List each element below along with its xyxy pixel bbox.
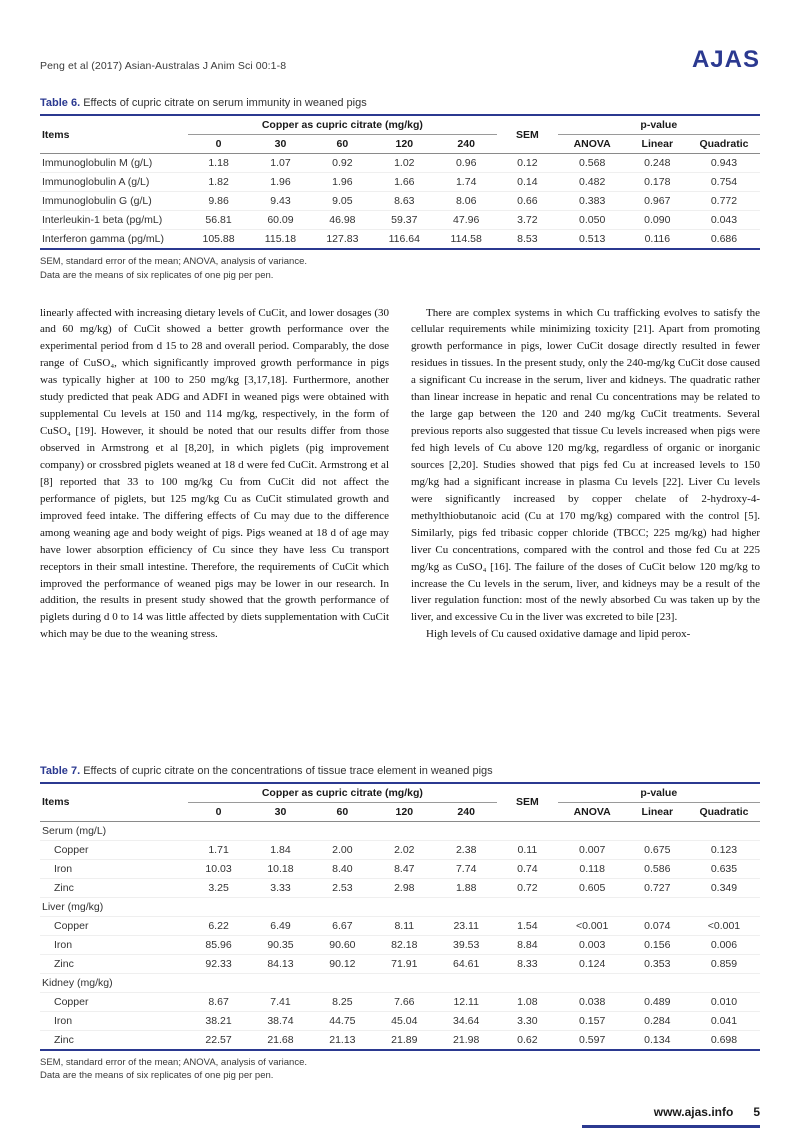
col-header-anova: ANOVA	[573, 138, 611, 150]
body-text	[40, 305, 760, 757]
col-header-dose-240: 240	[457, 138, 475, 150]
journal-page	[0, 48, 800, 1128]
table-row: Copper 1.71 1.84 2.00 2.02 2.38 0.11 0.007 0.675 0.123	[40, 840, 760, 859]
table7-label: Table 7.	[40, 764, 81, 777]
col-header-dose-60: 60	[336, 138, 349, 150]
table-row: Zinc 92.33 84.13 90.12 71.91 64.61 8.33 0.124 0.353 0.859	[40, 954, 760, 973]
table7-footnotes	[40, 1056, 760, 1084]
table-row: Immunoglobulin M (g/L) 1.18 1.07 0.92 1.02 0.96 0.12 0.568 0.248 0.943	[42, 157, 738, 169]
table-group-row: Kidney (mg/kg)	[40, 973, 760, 992]
col-header-dose-120: 120	[395, 138, 414, 150]
col-header-dose-30: 30	[274, 805, 287, 818]
table-group-row: Liver (mg/kg)	[40, 897, 760, 916]
col-header-items: Items	[42, 128, 70, 141]
col-header-items: Items	[42, 796, 70, 809]
ajas-logo: AJAS	[691, 46, 760, 73]
footnote-line: SEM, standard error of the mean; ANOVA, analysis of variance.	[40, 256, 308, 267]
table6-label: Table 6.	[40, 97, 81, 109]
col-header-copper-group: Copper as cupric citrate (mg/kg)	[188, 783, 498, 803]
table6-caption-text: Effects of cupric citrate on serum immunity in weaned pigs	[80, 97, 367, 109]
running-head-citation: Peng et al (2017) Asian-Australas J Anim Sci 00:1-8	[40, 60, 287, 72]
footnote-line: Data are the means of six replicates of one pig per pen.	[40, 269, 274, 281]
col-header-dose-240: 240	[457, 805, 475, 818]
journal-url[interactable]: www.ajas.info	[653, 1105, 734, 1120]
page-footer	[40, 1105, 760, 1119]
page-header	[40, 48, 760, 72]
body-column-left	[40, 305, 389, 757]
col-header-linear: Linear	[641, 805, 674, 818]
col-header-dose-0: 0	[215, 138, 222, 150]
body-paragraph: There are complex systems in which Cu trafficking evolves to satisfy the cellular requirements while minimizing toxicity [21]. Apart from promoting growth performance in pigs, lower CuCit dosage directly resulted in fewer residues in tissues. In the present study, only the 240-mg/kg CuCit dose caused a significant Cu increase in the serum, liver and kidneys. The quadratic rather than linear increase in hepatic and renal Cu concentrations may be related to the large gap between the 120 and 240 mg/kg CuCit treatments. Several previous reports also suggested that tissue Cu levels increased when pigs were fed high levels of Cu above 120 mg/kg, regardless of organic or inorganic sources [2,20]. Studies showed that pigs fed Cu at increased levels to 150 mg/kg had a significant increase in plasma Cu levels [22]. Liver Cu levels were significantly increased by copper chelate of 2-hydroxy-4-methylthiobutanoic acid (Cu at 170 mg/kg) compared with the control [5]. Similarly, pigs fed tribasic copper chloride (TBCC; 225 mg/kg) had higher liver Cu concentrations, compared with the control and those fed Cu at 225 mg/kg as CuSO₄ [16]. The failure of the doses of CuCit below 120 mg/kg to increase the Cu levels in the serum, liver, and kidneys may be a result of the liver regulation function: most of the newly absorbed Cu was taken up by the liver, and excessive Cu in the liver was excreted to bile [23].	[411, 306, 760, 624]
col-header-quadratic: Quadratic	[699, 138, 749, 150]
footnote-line: Data are the means of six replicates of one pig per pen.	[40, 1070, 274, 1082]
col-header-sem: SEM	[515, 796, 539, 809]
table6-footnotes	[40, 255, 760, 283]
col-header-dose-60: 60	[336, 805, 349, 818]
body-paragraph: High levels of Cu caused oxidative damage and lipid perox-	[426, 628, 691, 641]
table6	[40, 114, 760, 250]
table-row: Iron 10.03 10.18 8.40 8.47 7.74 0.74 0.118 0.586 0.635	[40, 859, 760, 878]
table6-caption	[40, 97, 760, 109]
table-row: Immunoglobulin G (g/L) 9.86 9.43 9.05 8.63 8.06 0.66 0.383 0.967 0.772	[40, 192, 760, 211]
page-number: 5	[753, 1105, 760, 1120]
table-row: Immunoglobulin A (g/L) 1.82 1.96 1.96 1.66 1.74 0.14 0.482 0.178 0.754	[40, 173, 760, 192]
col-header-copper-group: Copper as cupric citrate (mg/kg)	[188, 115, 498, 135]
table7	[40, 782, 760, 1051]
col-header-sem: SEM	[515, 128, 539, 141]
table-row: Interferon gamma (pg/mL) 105.88 115.18 127.83 116.64 114.58 8.53 0.513 0.116 0.686	[40, 230, 760, 250]
table-group-row: Serum (mg/L)	[42, 824, 107, 837]
table-row: Zinc 22.57 21.68 21.13 21.89 21.98 0.62 0.597 0.134 0.698	[40, 1030, 760, 1050]
table-row: Interleukin-1 beta (pg/mL) 56.81 60.09 46.98 59.37 47.96 3.72 0.050 0.090 0.043	[40, 211, 760, 230]
col-header-dose-0: 0	[215, 805, 222, 818]
col-header-anova: ANOVA	[573, 805, 611, 818]
col-header-dose-120: 120	[395, 805, 414, 818]
col-header-quadratic: Quadratic	[699, 805, 749, 818]
col-header-dose-30: 30	[274, 138, 287, 150]
body-column-right	[411, 305, 760, 757]
body-paragraph: linearly affected with increasing dietary levels of CuCit, and lower dosages (30 and 60 mg/kg) of CuCit showed a better growth performance over the experimental period from d 15 to 28 and overall period. Comparably, the dose range of CuSO₄, which significantly improved growth performance in pigs was typically higher at 100 to 250 mg/kg [3,17,18]. Furthermore, another study predicted that peak ADG and ADFI in weaned pigs were obtained with supplemental Cu levels at 150 and 114 mg/kg, respectively, in the form of CuSO₄ [19]. However, it should be noted that our results differ from those observed in Armstrong et al [8,20], in which piglets (pig improvement company) or crossbred piglets weaned at 18 d were fed CuCit. Armstrong et al [8] reported that 33 to 100 mg/kg Cu from CuCit did not affect the performance of piglets, but 125 mg/kg Cu as CuCit stimulated growth and improved feed intake. The differing effects of Cu may due to the difference among weaning age and body weight of pigs. Pigs weaned at 18 d of age may have lower absorption efficiency of Cu since they have less Cu transport receptors in their small intestine. Therefore, the requirements of CuCit which improved the performance of weaned pigs may be lower in our research. In addition, the results in present study showed that the growth performance of piglets during d 0 to 14 was little affected by diets supplementation with CuCit which may be due to the weaning stress.	[40, 306, 389, 641]
col-header-pvalue-group: p-value	[558, 783, 760, 803]
table-row: Zinc 3.25 3.33 2.53 2.98 1.88 0.72 0.605 0.727 0.349	[40, 878, 760, 897]
table-row: Copper 8.67 7.41 8.25 7.66 12.11 1.08 0.038 0.489 0.010	[40, 992, 760, 1011]
footnote-line: SEM, standard error of the mean; ANOVA, analysis of variance.	[40, 1056, 308, 1068]
table-row: Iron 85.96 90.35 90.60 82.18 39.53 8.84 0.003 0.156 0.006	[40, 935, 760, 954]
table-row: Copper 6.22 6.49 6.67 8.11 23.11 1.54 <0.001 0.074 <0.001	[40, 916, 760, 935]
table7-caption	[40, 765, 760, 777]
col-header-pvalue-group: p-value	[558, 115, 760, 135]
table-row: Iron 38.21 38.74 44.75 45.04 34.64 3.30 0.157 0.284 0.041	[40, 1011, 760, 1030]
table7-caption-text: Effects of cupric citrate on the concentrations of tissue trace element in weaned pigs	[80, 764, 493, 777]
col-header-linear: Linear	[641, 138, 674, 150]
